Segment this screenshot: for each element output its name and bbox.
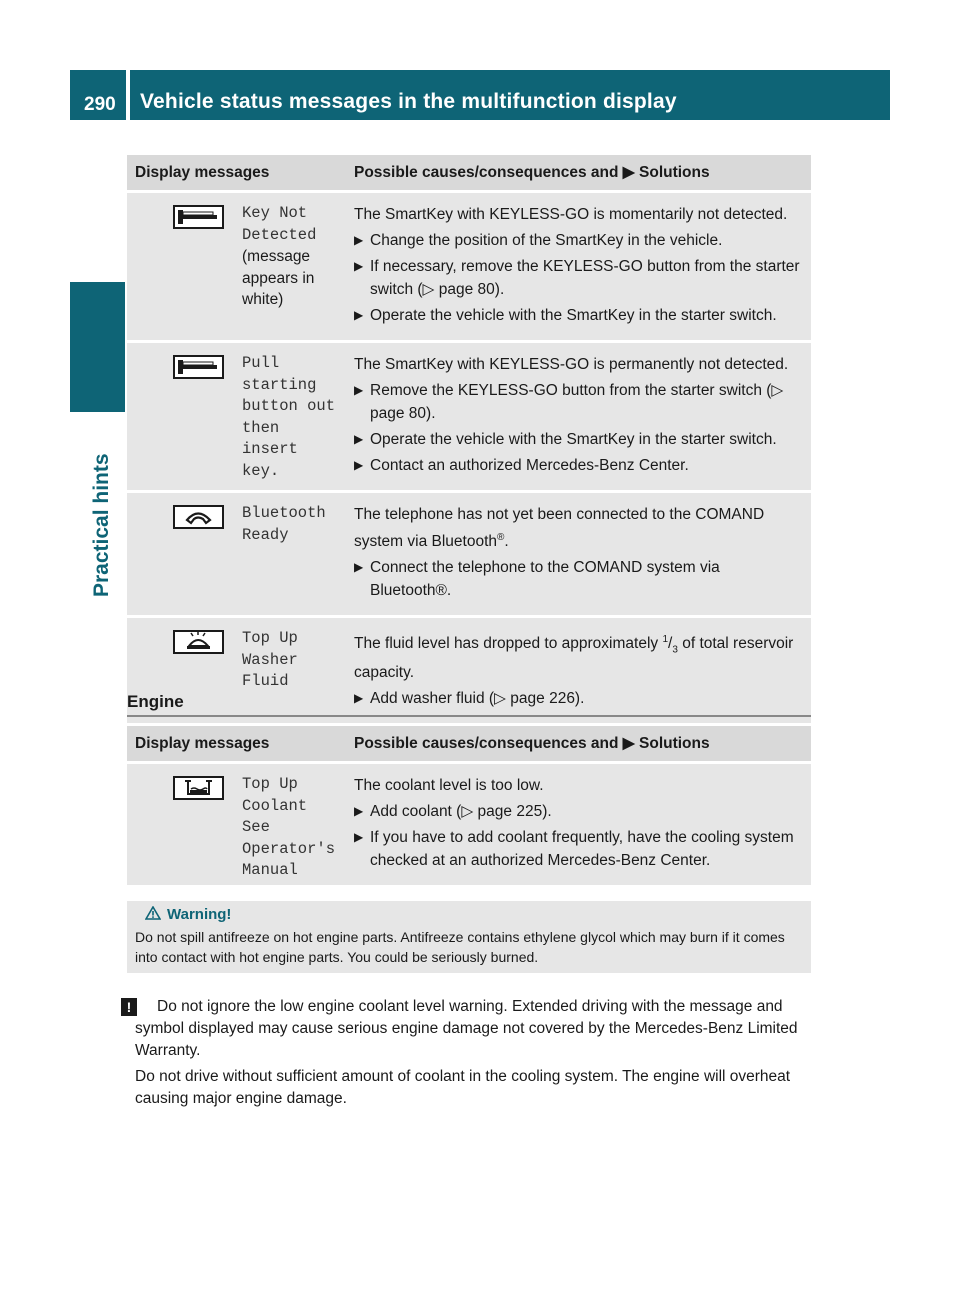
- solution-step: ▶ Add washer fluid (▷ page 226).: [354, 687, 805, 710]
- notice-text: Do not ignore the low engine coolant level warning. Extended driving with the message and symbol displayed may cause serious engine damage not covered by the Mercedes-Benz Limited Warranty.: [135, 998, 798, 1059]
- cause-text: The telephone has not yet been connected to the COMAND system via Bluetooth®.: [354, 506, 765, 551]
- solution-step: ▶ Operate the vehicle with the SmartKey in the starter switch.: [354, 304, 805, 327]
- table-row: [127, 761, 811, 885]
- section-title-engine: Engine: [127, 692, 184, 711]
- page-number-box: [70, 70, 126, 120]
- status-messages-table: [127, 155, 811, 723]
- key-icon: [173, 205, 224, 229]
- col-solutions: Possible causes/consequences and ▶ Solutions: [346, 155, 811, 190]
- display-message: Top Up Washer Fluid: [242, 629, 298, 691]
- page-title: Vehicle status messages in the multifunction display: [140, 90, 677, 113]
- table-row: [127, 615, 811, 723]
- solution-step: ▶ Operate the vehicle with the SmartKey in the starter switch.: [354, 428, 805, 451]
- warning-title: Warning!: [167, 906, 232, 923]
- header-bar: [130, 70, 890, 120]
- solution-step: ▶ If you have to add coolant frequently, have the cooling system checked at an authorized Mercedes-Benz Center.: [354, 826, 805, 872]
- solution-step: ▶ Remove the KEYLESS-GO button from the starter switch (▷ page 80).: [354, 379, 805, 425]
- message-note: (message appears in white): [242, 248, 315, 308]
- side-tab-label: Practical hints: [90, 453, 113, 597]
- col-display-messages: Display messages: [127, 726, 346, 761]
- notice-block: [127, 996, 817, 1110]
- key-icon: [173, 355, 224, 379]
- notice-text: Do not drive without sufficient amount of coolant in the cooling system. The engine will overheat causing major engine damage.: [135, 1068, 791, 1107]
- exclamation-icon: !: [121, 998, 137, 1016]
- warning-triangle-icon: [145, 906, 161, 920]
- table-row: [127, 490, 811, 615]
- warning-box: [127, 901, 811, 973]
- side-tab-marker: [70, 282, 125, 412]
- col-display-messages: Display messages: [127, 155, 346, 190]
- solution-step: ▶ Change the position of the SmartKey in the vehicle.: [354, 229, 805, 252]
- table-row: [127, 340, 811, 490]
- table-header-row: [127, 155, 811, 190]
- cause-text: The coolant level is too low.: [354, 777, 544, 794]
- coolant-icon: [173, 776, 224, 800]
- cause-text: The fluid level has dropped to approximately $^1/_3$ of total reservoir capacity.: [354, 634, 794, 682]
- solution-step: ▶ Connect the telephone to the COMAND system via Bluetooth®.: [354, 556, 805, 602]
- table-header-row: [127, 726, 811, 761]
- solution-step: ▶ Contact an authorized Mercedes-Benz Center.: [354, 454, 805, 477]
- engine-messages-table: [127, 726, 811, 885]
- display-message: Key Not Detected: [242, 204, 317, 244]
- washer-fluid-icon: [173, 630, 224, 654]
- cause-text: The SmartKey with KEYLESS-GO is permanently not detected.: [354, 356, 789, 373]
- col-solutions: Possible causes/consequences and ▶ Solutions: [346, 726, 811, 761]
- solution-step: ▶ Add coolant (▷ page 225).: [354, 800, 805, 823]
- display-message: Bluetooth Ready: [242, 504, 326, 544]
- warning-text: Do not spill antifreeze on hot engine parts. Antifreeze contains ethylene glycol which may burn if it comes into contact with hot engine parts. You could be seriously burned.: [135, 929, 785, 965]
- display-message: Pull starting button out then insert key.: [242, 354, 336, 480]
- section-divider: [127, 715, 811, 717]
- telephone-icon: [173, 505, 224, 529]
- display-message: Top Up Coolant See Operator's Manual: [242, 775, 336, 879]
- page-number: 290: [84, 94, 116, 115]
- table-row: [127, 190, 811, 340]
- solution-step: ▶ If necessary, remove the KEYLESS-GO button from the starter switch (▷ page 80).: [354, 255, 805, 301]
- cause-text: The SmartKey with KEYLESS-GO is momentarily not detected.: [354, 206, 788, 223]
